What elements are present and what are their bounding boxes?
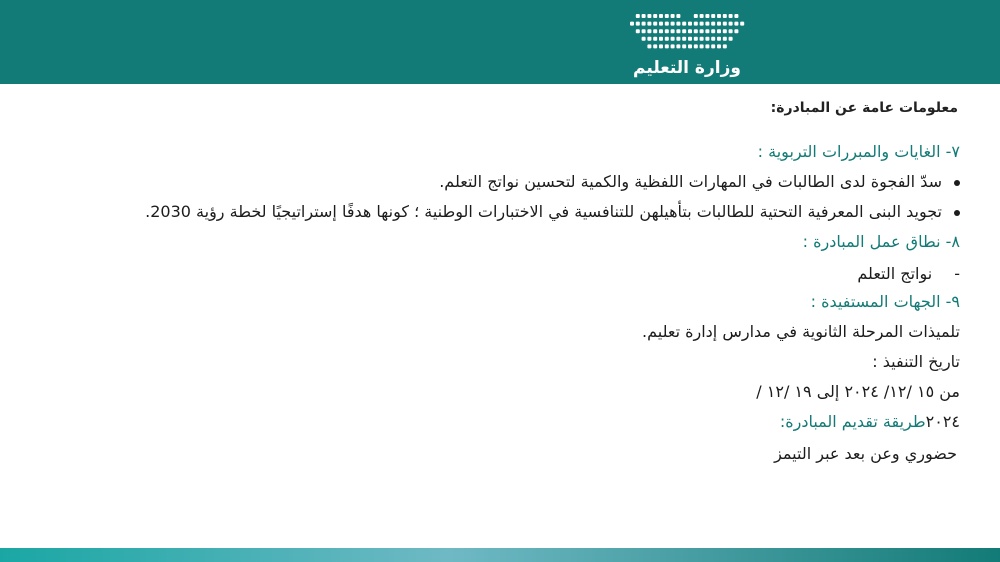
logo-dot — [729, 22, 733, 26]
logo-dot — [694, 29, 698, 33]
logo-dot — [694, 37, 698, 41]
logo-dot — [647, 22, 651, 26]
logo-dot — [723, 29, 727, 33]
logo-dot — [734, 14, 738, 18]
logo-dot — [642, 14, 646, 18]
logo-dot — [653, 29, 657, 33]
goals-bullet-2 — [145, 202, 960, 221]
logo-dot — [636, 14, 640, 18]
logo-dot — [659, 14, 663, 18]
bullet-dot-icon — [954, 180, 960, 186]
logo-dot — [659, 44, 663, 48]
execution-dates: من ١٥ /١٢/ ٢٠٢٤ إلى ١٩ /١٢ / — [756, 382, 960, 401]
logo-dot — [647, 37, 651, 41]
logo-dot — [676, 44, 680, 48]
logo-dot — [659, 29, 663, 33]
logo-dot — [700, 37, 704, 41]
logo-dot — [688, 44, 692, 48]
method-line — [780, 412, 960, 431]
dots-logo-icon — [628, 12, 746, 52]
logo-dot — [653, 22, 657, 26]
logo-dot — [700, 22, 704, 26]
logo-dot — [694, 14, 698, 18]
logo-dot — [636, 29, 640, 33]
logo-dot — [665, 44, 669, 48]
logo-dot — [682, 44, 686, 48]
logo-dot — [676, 22, 680, 26]
logo-dot — [688, 29, 692, 33]
logo-dot — [705, 29, 709, 33]
logo-dot — [729, 14, 733, 18]
goals-bullet-1-text: سدّ الفجوة لدى الطالبات في المهارات اللفظية والكمية لتحسين نواتج التعلم. — [439, 172, 942, 191]
scope-heading: ٨- نطاق عمل المبادرة : — [802, 232, 960, 251]
logo-dot — [642, 22, 646, 26]
logo-dot — [705, 44, 709, 48]
logo-dot — [723, 22, 727, 26]
logo-dot — [659, 37, 663, 41]
logo-dot — [671, 29, 675, 33]
logo-dot — [705, 14, 709, 18]
logo-dot — [705, 37, 709, 41]
logo-dot — [671, 22, 675, 26]
logo-dot — [723, 44, 727, 48]
logo-dot — [647, 29, 651, 33]
logo-dot — [700, 44, 704, 48]
logo-dot — [665, 22, 669, 26]
logo-dot — [694, 22, 698, 26]
year-prefix: ٢٠٢٤ — [925, 412, 960, 431]
logo-dot — [653, 37, 657, 41]
logo-dot — [717, 37, 721, 41]
logo-dot — [717, 44, 721, 48]
logo-dot — [636, 22, 640, 26]
logo-dot — [682, 29, 686, 33]
header-bar — [0, 0, 1000, 84]
logo-dot — [642, 29, 646, 33]
execution-label: تاريخ التنفيذ : — [872, 352, 960, 371]
scope-item — [857, 264, 960, 283]
logo-dot — [705, 22, 709, 26]
dash-icon: - — [954, 264, 960, 283]
scope-item-text: نواتج التعلم — [857, 264, 933, 283]
logo-dot — [671, 14, 675, 18]
logo-dot — [659, 22, 663, 26]
logo-dot — [665, 14, 669, 18]
beneficiaries-heading: ٩- الجهات المستفيدة : — [810, 292, 960, 311]
logo-dot — [711, 22, 715, 26]
logo-dot — [729, 29, 733, 33]
method-text: حضوري وعن بعد عبر التيمز — [774, 444, 957, 463]
logo-dot — [723, 14, 727, 18]
goals-bullet-2-text: تجويد البنى المعرفية التحتية للطالبات بتأهيلهن للتنافسية في الاختبارات الوطنية ؛ كونها هدفًا إستراتيجيًا لخطة رؤية 2030. — [145, 202, 942, 221]
logo-dot — [694, 44, 698, 48]
logo-dot — [653, 14, 657, 18]
logo-dot — [723, 37, 727, 41]
logo-dot — [711, 14, 715, 18]
ministry-logo — [628, 12, 746, 82]
logo-dot — [740, 22, 744, 26]
logo-text: وزارة التعليم — [633, 58, 741, 78]
logo-dot — [729, 37, 733, 41]
logo-dot — [717, 14, 721, 18]
logo-dot — [711, 37, 715, 41]
logo-dot — [671, 44, 675, 48]
logo-dot — [711, 44, 715, 48]
logo-dot — [711, 29, 715, 33]
logo-dot — [676, 37, 680, 41]
logo-dot — [676, 29, 680, 33]
goals-bullet-1 — [439, 172, 960, 191]
footer-gradient-bar — [0, 548, 1000, 562]
logo-dot — [671, 37, 675, 41]
logo-dot — [717, 22, 721, 26]
logo-dot — [665, 37, 669, 41]
logo-dot — [682, 37, 686, 41]
logo-dot — [734, 22, 738, 26]
bullet-dot-icon — [954, 210, 960, 216]
goals-heading: ٧- الغايات والمبررات التربوية : — [757, 142, 960, 161]
logo-dot — [700, 14, 704, 18]
method-heading: طريقة تقديم المبادرة: — [779, 412, 926, 431]
logo-dot — [642, 37, 646, 41]
logo-dot — [688, 22, 692, 26]
logo-dot — [717, 29, 721, 33]
section-title: معلومات عامة عن المبادرة: — [770, 100, 958, 116]
logo-dot — [688, 37, 692, 41]
logo-dot — [647, 44, 651, 48]
beneficiaries-text: تلميذات المرحلة الثانوية في مدارس إدارة تعليم. — [642, 322, 960, 341]
logo-dot — [700, 29, 704, 33]
logo-dot — [676, 14, 680, 18]
logo-dot — [734, 29, 738, 33]
logo-dot — [630, 22, 634, 26]
logo-dot — [665, 29, 669, 33]
logo-dot — [682, 22, 686, 26]
logo-dot — [653, 44, 657, 48]
logo-dot — [647, 14, 651, 18]
